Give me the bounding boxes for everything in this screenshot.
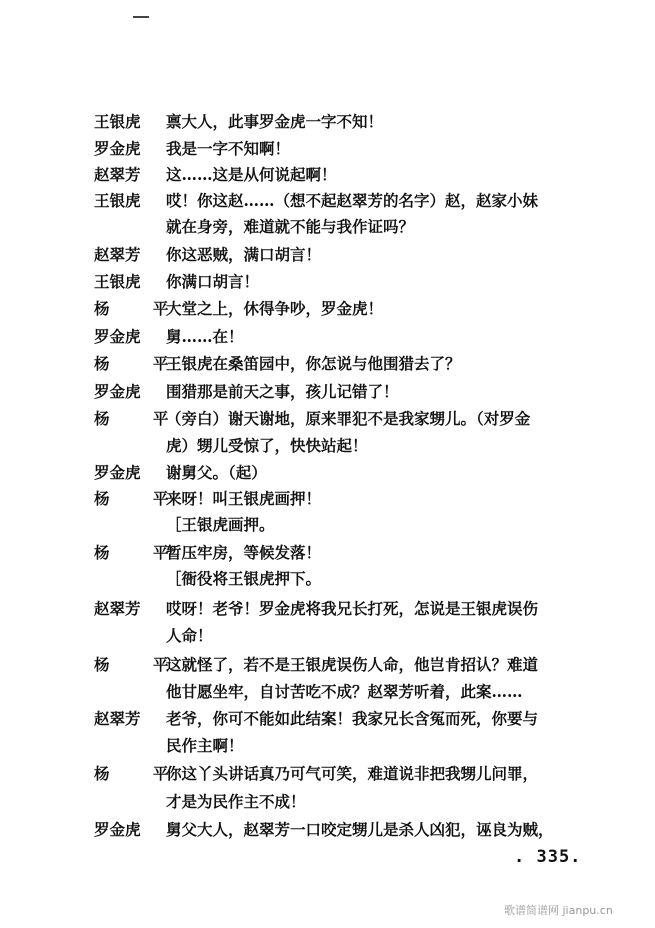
speaker-name: 杨 平: [94, 354, 188, 373]
stage-direction-line: [94, 567, 614, 591]
script-line: [94, 541, 614, 565]
script-line: [94, 734, 614, 758]
dialogue-text: 舅父大人，赵翠芳一口咬定甥儿是杀人凶犯，诬良为贼，: [166, 820, 554, 839]
script-line: [94, 243, 614, 267]
speaker-name: 杨 平: [94, 409, 188, 428]
script-line: [94, 215, 614, 239]
dialogue-text: 哎！你这赵……（想不起赵翠芳的名字）赵，赵家小妹: [166, 191, 539, 210]
script-line: [94, 297, 614, 321]
speaker-name: 杨 平: [94, 655, 188, 674]
script-line: [94, 707, 614, 731]
script-line: [94, 137, 614, 161]
speaker-name: 罗金虎: [94, 382, 141, 401]
speaker-name: 杨 平: [94, 764, 188, 783]
speaker-name: 王银虎: [94, 191, 141, 210]
dialogue-text: 来呀！叫王银虎画押！: [166, 489, 322, 508]
dialogue-text: 哎呀！老爷！罗金虎将我兄长打死，怎说是王银虎误伤: [166, 599, 539, 618]
speaker-name: 赵翠芳: [94, 165, 141, 184]
script-line: [94, 434, 614, 458]
dialogue-text: 谢舅父。（起）: [166, 463, 267, 482]
script-line: [94, 270, 614, 294]
script-line: [94, 762, 614, 786]
script-line: [94, 653, 614, 677]
script-line: [94, 487, 614, 511]
dialogue-text: 才是为民作主不成！: [166, 792, 306, 811]
dialogue-text: （旁白）谢天谢地，原来罪犯不是我家甥儿。（对罗金: [166, 409, 531, 428]
script-line: [94, 818, 614, 842]
script-line: [94, 790, 614, 814]
stage-direction: ［衙役将王银虎押下。: [166, 569, 322, 588]
speaker-name: 王银虎: [94, 272, 141, 291]
dialogue-text: 暂压牢房，等候发落！: [166, 543, 322, 562]
dialogue-text: 舅……在！: [166, 327, 244, 346]
speaker-name: 王银虎: [94, 112, 141, 131]
script-line: [94, 461, 614, 485]
dialogue-text: 禀大人，此事罗金虎一字不知！: [166, 112, 384, 131]
script-line: [94, 163, 614, 187]
speaker-name: 杨 平: [94, 489, 188, 508]
speaker-name: 赵翠芳: [94, 245, 141, 264]
site-watermark: 歌谱简谱网 jianpu.cn: [504, 904, 613, 917]
speaker-name: 杨 平: [94, 543, 188, 562]
dialogue-text: 你这恶贼，满口胡言！: [166, 245, 322, 264]
dialogue-text: 这就怪了，若不是王银虎误伤人命，他岂肯招认？难道: [166, 655, 539, 674]
dialogue-text: 民作主啊！: [166, 736, 244, 755]
dialogue-text: 人命！: [166, 626, 213, 645]
speaker-name: 罗金虎: [94, 820, 141, 839]
stage-direction-line: [94, 513, 614, 537]
speaker-name: 罗金虎: [94, 463, 141, 482]
dialogue-text: 你这丫头讲话真乃可气可笑，难道说非把我甥儿问罪，: [166, 764, 539, 783]
script-line: [94, 680, 614, 704]
dialogue-text: 就在身旁，难道就不能与我作证吗？: [166, 217, 415, 236]
script-line: [94, 597, 614, 621]
dialogue-text: 他甘愿坐牢，自讨苦吃不成？赵翠芳听着，此案……: [166, 682, 523, 701]
speaker-name: 赵翠芳: [94, 599, 141, 618]
speaker-name: 赵翠芳: [94, 709, 141, 728]
dialogue-text: 围猎那是前天之事，孩儿记错了！: [166, 382, 399, 401]
script-line: [94, 407, 614, 431]
dialogue-text: 这……这是从何说起啊！: [166, 165, 337, 184]
speaker-name: 罗金虎: [94, 139, 141, 158]
dialogue-text: 虎）甥儿受惊了，快快站起！: [166, 436, 368, 455]
stage-direction: ［王银虎画押。: [166, 515, 275, 534]
page-number: . 335.: [514, 847, 582, 867]
script-line: [94, 110, 614, 134]
dialogue-text: 大堂之上，休得争吵，罗金虎！: [166, 299, 384, 318]
dialogue-text: 老爷，你可不能如此结案！我家兄长含冤而死，你要与: [166, 709, 539, 728]
dialogue-text: 你满口胡言！: [166, 272, 260, 291]
speaker-name: 杨 平: [94, 299, 188, 318]
dialogue-text: 我是一字不知啊！: [166, 139, 291, 158]
script-line: [94, 325, 614, 349]
speaker-name: 罗金虎: [94, 327, 141, 346]
script-line: [94, 380, 614, 404]
script-line: [94, 624, 614, 648]
script-line: [94, 352, 614, 376]
top-mark: [133, 16, 149, 18]
script-line: [94, 189, 614, 213]
dialogue-text: 王银虎在桑笛园中，你怎说与他围猎去了？: [166, 354, 461, 373]
